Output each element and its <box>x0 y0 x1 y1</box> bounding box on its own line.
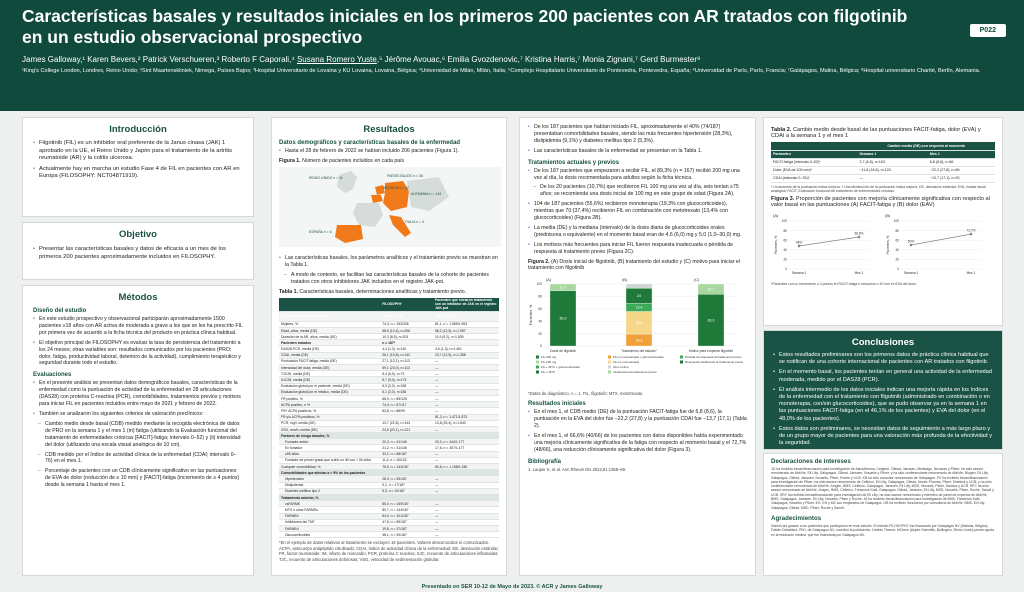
change-from-baseline-table <box>771 142 995 183</box>
table-cell: CDAI, media (DE) <box>279 352 380 358</box>
table-header-cell: Cambio medio (DE) con respecto al momento <box>857 142 995 150</box>
y-tick-label: 80 <box>538 294 542 299</box>
y-tick-label: 40 <box>538 318 542 323</box>
list-item: – Porcentaje de pacientes con un CDB clínicamente significativo en las puntuaciones de EVA de dolor (reducción de ≥ 10 mm) y [FACIT]-fatiga (incremento de ≥ 4 puntos) desde la semana 1 hasta el mes 1. <box>33 468 243 489</box>
treatments-heading: Tratamientos actuales y previos <box>528 159 620 166</box>
table-cell: — <box>433 482 499 488</box>
methods-design-heading: Diseño del estudio <box>33 308 87 314</box>
list-item: • Filgotinib (FIL) es un inhibidor oral preferente de la Janus cinasa (JAK) 1 aprobado en la UE, el Reino Unido y Japón para el tratamiento de la artritis reumatoide (AR) y la colitis ulcerosa. <box>33 140 243 163</box>
table-cell: 81,3, n = 1.471/1.873 <box>433 414 499 420</box>
list-item: • Las características basales de la enfermedad se presentan en la Tabla 1. <box>528 148 747 155</box>
map-label-be: BÉLGICA n = 42 <box>383 185 409 190</box>
table-cell: 28,3, n = 53/187 <box>380 476 433 482</box>
panel-label: (C) <box>694 277 700 282</box>
table-cell: DAS28-PCR, media (DE) <box>279 346 380 352</box>
list-item: • En el presente análisis se presentan datos demográficos basales, características de la enfermedad como la puntuación de actividad de la enfermedad en 28 articulaciones (DAS28) con proteína C-reactiva (PCR), comorbilidades, tratamientos previos y motivos para iniciar FIL en pacientes incluidos entre mayo de 2021 y febrero de 2022. <box>33 380 243 408</box>
list-item: • Presentar las características basales y datos de eficacia a un mes de los primeros 200 pacientes aproximadamente incluidos en FILOSOPHY. <box>33 246 243 261</box>
table-cell: — <box>433 513 499 519</box>
table2-footnote: * Un aumento de la puntuación indica mejoría. † Una disminución de la puntuación indica mejoría. DE, desviación estándar; EVA, escala visual analógica; FACIT, Evaluación funcional del tratamiento de enfermedades crónicas. <box>771 184 986 193</box>
intro-section <box>22 117 254 217</box>
list-item: – CDB medido por el Índice de actividad clínica de la enfermedad (CDAI; intervalo 0–76) en el mes 1. <box>33 452 243 466</box>
table-header-cell: Parámetro <box>771 150 857 158</box>
table-cell: 20,3, n = 444/1.177 <box>433 439 499 445</box>
legend-label: FIL + MTX <box>541 369 555 374</box>
figure3-label: Figura 3. <box>771 196 795 203</box>
table-cell: 4,4 (1,2), n=140 <box>380 346 433 352</box>
table-cell: — <box>433 377 499 383</box>
methods-design-list <box>33 316 243 367</box>
table-cell: −22,2 (27,8), n=66 <box>928 166 995 174</box>
demographics-heading: Datos demográficos y características basales de la enfermedad <box>279 140 461 146</box>
disclosures-heading: Declaraciones de intereses <box>771 458 851 465</box>
data-label: 13,4 <box>635 305 643 310</box>
bar-segment <box>626 284 652 288</box>
poster-id-badge: P022 <box>970 24 1006 37</box>
evaluations-list <box>33 380 243 489</box>
table1-label: Tabla 1. <box>279 288 298 295</box>
treatments-list <box>528 168 747 256</box>
figure3-footnote: *Pacientes con un incremento ≥ 4 puntos en FACIT-fatiga o reducción ≥ 10 mm en EVA del dolor. <box>771 282 917 287</box>
table-cell: 6,8 (8,6), n=66 <box>928 158 995 166</box>
table-header-cell <box>279 298 380 312</box>
legend-label: Intolerancia al tratamiento previo <box>613 369 657 374</box>
table-row <box>279 532 499 538</box>
results-continued-section <box>519 117 756 576</box>
legend-swatch <box>608 355 611 358</box>
figure3-caption-text: Proporción de pacientes con mejoría clínicamente significativa con respecto al valor basal en las puntuaciones (A) FACIT-fatiga y (B) dolor (EAV) <box>771 196 990 209</box>
table-cell: 4,6 (1,3), n=1.461 <box>433 346 499 352</box>
list-item: • El objetivo principal de FILOSOPHY es evaluar la tasa de persistencia del tratamiento a los 24 meses; otras variables son: resultados comunicados por los pacientes (PRO; dolor, fatiga, productividad laboral, deterioro de la actividad), cumplimiento terapéutico y seguridad durante todo el estudio. <box>33 340 243 368</box>
table-header-cell: Pacientes que iniciaron tratamiento con un inhibidor de JAK en el registro JAK-pot <box>433 298 499 312</box>
poster-footer: Presentado en SER 10-12 de Mayo de 2023. © ACR y James Galloway <box>421 584 603 590</box>
list-item: – De los 20 pacientes (10,7%) que recibieron FIL 100 mg una vez al día, seis tenían ≥75 años; se recomienda una dosis inicial de 100 mg en este grupo de edad (Figura 2A). <box>528 184 747 198</box>
data-label: 24 <box>637 293 641 298</box>
table-cell: −13,7 (17,1), n=93 <box>928 174 995 182</box>
figure2-caption-text: (A) Dosis inicial de filgotinib, (B) tratamiento del estudio y (C) motivo para iniciar el tratamiento con filgotinib <box>528 258 740 271</box>
table-cell: VSG, mm/h, media (DE) <box>279 426 380 432</box>
table-cell: Comorbilidades que afectan a > 5% de los pacientes <box>279 470 380 476</box>
list-item: • 104 de 187 pacientes (55,6%) recibieron monoterapia (19,3% con glucocorticoides), mientras que 70 (37,4%) recibieron FIL en combinación con metotrexato (13,4% con glucocorticoides) (Figura 2B). <box>528 201 747 222</box>
y-tick-label: 100 <box>536 281 542 286</box>
bibliography-text: 1. Lauper K, et al. Ann Rheum Dis 2022;81:1358–66. <box>528 466 627 472</box>
table-cell: FARMEd <box>279 525 380 531</box>
data-point <box>858 236 861 239</box>
y-tick-label: 80 <box>895 229 899 234</box>
legend-label: FIL en monoterapia <box>613 359 639 364</box>
x-category-label: Motivo para empezar filgotinib <box>689 348 733 353</box>
data-label: 16,7 <box>707 287 715 292</box>
table-cell: n = 187* <box>380 340 433 346</box>
table-cell: Diabetes mellitus tipo 2 <box>279 488 380 494</box>
x-tick-label: Mes 1 <box>854 271 864 276</box>
table-cell: FACIT-fatiga (intervalo 0–52)* <box>771 158 857 166</box>
baseline-list <box>279 255 499 286</box>
table-cell: Mujeres, % <box>279 321 380 327</box>
table-cell: 80,8, n = 1.158/1.336 <box>433 464 499 470</box>
panel-label: (A) <box>773 213 779 219</box>
list-item: • Hasta el 28 de febrero de 2022 se habían incluido 206 pacientes (Figura 1). <box>279 148 499 155</box>
table-cell: ≥65 años <box>279 451 380 457</box>
evaluations-heading: Evaluaciones <box>33 372 72 379</box>
y-tick-label: 100 <box>781 219 787 224</box>
list-item: • También se analizaron los siguientes criterios de valoración preclínicos: <box>33 411 243 418</box>
table1-caption-text: Características basales, determinaciones analíticas y tratamiento previo. <box>297 288 467 295</box>
table-cell: 13,7 (22,8), n=144 <box>380 420 433 426</box>
table-header-row <box>771 142 995 150</box>
y-axis-label: Pacientes, % <box>529 304 533 325</box>
map-label-uk: REINO UNIDO n = 11 <box>309 175 343 180</box>
figure2-caption <box>528 259 747 271</box>
legend-swatch <box>536 360 539 363</box>
legend-label: FIL en monoterapia + glucocorticoides <box>613 354 664 359</box>
y-axis-label: Pacientes, % <box>886 236 890 255</box>
y-tick-label: 20 <box>783 257 787 262</box>
table-cell: 48,1, n = 90/187 <box>380 532 433 538</box>
table-cell: 9,1, n = 17/187 <box>380 482 433 488</box>
table-header-cell: FILOSOPHY <box>380 298 433 312</box>
x-tick-label: Semana 1 <box>903 271 919 276</box>
table-cell: Intensidad del dolor, media (DE) <box>279 365 380 371</box>
figure1-caption-text: Número de pacientes incluidos en cada país <box>300 157 405 164</box>
table-cell: — <box>433 408 499 414</box>
legend-label: FIL + MTX + glucocorticoides <box>541 364 580 369</box>
table2-figure3-section <box>763 117 1003 326</box>
table-cell: 3,7 (6,8), n=103 <box>857 158 927 166</box>
initial-results-heading: Resultados iniciales <box>528 401 586 408</box>
map-label-nl: PAÍSES BAJOS n = 38 <box>387 173 423 178</box>
table-cell: Inhibidores del TNF <box>279 519 380 525</box>
table-cell: — <box>433 507 499 513</box>
disclosures-text: JG ha recibido becas/financiación para investigación de AstraZeneca, Celgene, Gilead, Janssen, Medicago, Novavax y Pfizer; ha sido asesor remunerado de AbbVie, Eli Lilly, Galapagos, Gilead, Janssen, Novartis y Pfizer; y ha sido conferenciante remunerado de AbbVie, Biogen, Eli Lilly, Galapagos, Gilead, Janssen, Novartis, Pfizer, Roche y UCB. KB ha sido consultor remunerado de Galapagos. PV ha recibido becas/financiación para investigación de Pfizer; ha sido asesor remunerado de Celltrion, Eli Lilly, Galapagos, Gilead, Nordic Pharma, Pfizer, Sidekick y UCB; y ha sido conferenciante remunerado de AbbVie, Amgen, BMS, Celltrion, Galapagos, Janssen, Eli Lilly, MSD, Novartis, Pfizer, Sandoz y UCB. RFC ha sido asesor remunerado de AbbVie, Amgen, BMS, Celltrion, Fresenius Kabi, Galapagos, Gilead, Janssen, Eli Lilly, MSD, Novartis, Pfizer, Roche, Sanofi y UCB. SRY ha recibido becas/financiación para investigación de Eli Lilly; ha sido asesor remunerado y miembro de panel de expertos de AbbVie, BMS, Galapagos, Janssen, Eli Lilly, Novartis, Pfizer y Roche. JA ha recibido becas/financiación para investigación de BMS, Fresenius Kabi, Galapagos, Novartis y Pfizer. EG, KH y MZ son empleados de Galapagos. GB ha recibido honorarios por consultoría de AbbVie, BMS, Eli Lilly, Galapagos, Gilead, MSD, Pfizer, Roche y Sanofi. <box>771 467 994 510</box>
table-cell: Todos los pacientes incluidos <box>279 311 380 321</box>
legend-label: Otro motivo <box>613 364 629 369</box>
y-tick-label: 0 <box>785 267 787 272</box>
table-cell: 23,7 (12,5), n=1.358 <box>433 352 499 358</box>
table-header-cell: Mes 1 <box>928 150 995 158</box>
table-cell: 58,5 (12,6), n=206 <box>380 327 433 333</box>
acknowledgements-text: Damos las gracias a los pacientes que participaron en este estudio. El estudio FILOSOPHY fue financiado por Galapagos NV (Malinas, Bélgica). Fabien Debailleul, PhD, de Galapagos NV, coordinó la publicación. Debbie Timmer, MChem (Aspire Scientific, Bollington, Reino Unido) prestó ayuda en la redacción médica, que fue financiada por Galapagos NV. <box>771 523 995 537</box>
table-cell: 83,8, n = 88/99 <box>380 408 433 414</box>
list-item: – A modo de contexto, se facilitan las características basales de la cohorte de pacientes tratados con otros inhibidores JAK incluidos en el registro JAK-pot. <box>279 272 499 286</box>
table-cell: Fumador de primer grado que sufrió un IM con < 50 años <box>279 457 380 463</box>
legend-label: Respuesta insuficiente al tratamiento previo <box>685 359 744 364</box>
table-cell: 17,6, n = 307/1.177 <box>433 445 499 451</box>
table-cell: 26,1 (10,8), n=142 <box>380 352 433 358</box>
legend-swatch <box>536 355 539 358</box>
table-cell: 6,1 (2,0), n=156 <box>380 389 433 395</box>
objective-title: Objetivo <box>118 229 157 240</box>
data-point <box>970 233 973 236</box>
table-cell: Evaluación global por el paciente, media (DE) <box>279 383 380 389</box>
list-item: • El análisis intermedio de los datos iniciales indican una mejoría rápida en los índices de la enfermedad con el tratamiento con filgotinib (administrado en combinación o en monoterapia, con/sin glucocorticoides), que se pudo observar ya en la semana 1 en las puntuaciones FACIT-fatiga (en el 46,1% de los pacientes) y EVA del dolor (en el 48,0% de los pacientes). <box>773 387 993 423</box>
poster-header <box>0 0 1024 111</box>
table-cell: — <box>433 501 499 507</box>
x-category-label: Dosis de filgotinib <box>550 348 576 353</box>
table-cell: Edad, años, media (DE) <box>279 327 380 333</box>
table-cell: 8,4 (6,9), n=72 <box>380 371 433 377</box>
results-section <box>271 117 507 576</box>
table-cell: CDAI (intervalo 0–76)† <box>771 174 857 182</box>
y-tick-label: 20 <box>895 257 899 262</box>
legend-swatch <box>680 360 683 363</box>
table-cell: 5,7 (5,0), n=173 <box>380 377 433 383</box>
table-cell: 74,4, n = 87/117 <box>380 402 433 408</box>
table-cell: MTX o otros FARMEs <box>279 507 380 513</box>
disclosures-section <box>763 453 1003 576</box>
figure2-label: Figura 2. <box>528 258 550 265</box>
y-tick-label: 60 <box>783 238 787 243</box>
y-tick-label: 60 <box>538 306 542 311</box>
data-label: 83,3 <box>707 318 715 323</box>
table-cell: TJC28, media (DE) <box>279 371 380 377</box>
figure2-note: *Datos de diagnóstico, n = 1. FIL, filgotinib; MTX, metotrexato. <box>528 390 644 396</box>
table-cell: Duración de la AR, años, media (DE) <box>279 334 380 340</box>
conclusions-section <box>763 330 1003 450</box>
table-cell: −11,8 (18,6), n=103 <box>857 166 927 174</box>
table-cell: 20,3, n = 41/146 <box>380 439 433 445</box>
map-label-es: ESPAÑA n = 6 <box>309 229 332 234</box>
author-list <box>22 54 1002 65</box>
x-tick-label: Mes 1 <box>966 271 976 276</box>
y-tick-label: 100 <box>893 219 899 224</box>
table-header-row <box>771 150 995 158</box>
table-cell: 74,3, n = 153/206 <box>380 321 433 327</box>
series-line <box>799 237 859 246</box>
table-cell: Glucocorticoides <box>279 532 380 538</box>
figure1-label: Figura 1. <box>279 157 301 164</box>
list-item: • Actualmente hay en marcha un estudio Fase 4 de FIL en pacientes con AR en Europa (FILOSOPHY; NCT04871919). <box>33 166 243 181</box>
data-label: 50% <box>907 239 915 244</box>
affiliations: ¹King's College London, Londres, Reino Unido; ²Sint Maartenskliniek, Nimega, Países Bajos; ³Hospital Universitario de Lovaina y KU Lovaina, Lovaina, Bélgica; ⁴Universidad de Milán, Milán, Italia; ⁵Complejo Hospitalario Universitario de Pontevedra, Pontevedra, España; ⁶Universidad de París, París, Francia; ⁷Galápagos, Malina, Bélgica; ⁸Hospital universitario Charité, Berlín, Alemania. <box>22 68 981 74</box>
table-cell: — <box>433 457 499 463</box>
table-cell: — <box>433 402 499 408</box>
x-tick-label: Semana 1 <box>791 271 807 276</box>
table-cell: — <box>433 395 499 401</box>
map-label-it: ITALIA n = 4 <box>405 219 425 224</box>
table-cell: — <box>433 519 499 525</box>
table-cell: — <box>433 358 499 364</box>
conclusions-title: Conclusiones <box>851 337 915 348</box>
table-cell: 11,4, n = 15/132 <box>380 457 433 463</box>
table-cell: Total N = 206 <box>380 311 433 321</box>
y-tick-label: 0 <box>897 267 899 272</box>
data-point <box>910 244 913 247</box>
poster-title: Características basales y resultados iniciales en los primeros 200 pacientes con AR tratados con filgotinib en un estudio observacional prospectivo <box>22 6 908 47</box>
list-item: • En el momento basal, los pacientes tenían en general una actividad de la enfermedad moderada, medido por el DAS28 (PCR). <box>773 369 993 383</box>
y-axis-label: Pacientes, % <box>774 236 778 255</box>
table-cell: 19,8, n = 37/187 <box>380 525 433 531</box>
table-cell: 76,5, n = 143/187 <box>380 464 433 470</box>
table-cell: — <box>433 451 499 457</box>
legend-swatch <box>680 355 683 358</box>
y-tick-label: 0 <box>540 343 542 348</box>
table-cell: Cualquier comorbilidad, % <box>279 464 380 470</box>
table-cell: Tratamiento anterior, % <box>279 494 380 500</box>
table-cell: 13,8 (25,4), n=1.840 <box>433 420 499 426</box>
table-cell: csFARME <box>279 501 380 507</box>
legend-label: FIL 200 mg <box>541 354 557 359</box>
table-cell: 27,1 (12,1), n=113 <box>380 358 433 364</box>
data-label: 66,6% <box>854 231 864 236</box>
conclusions-list <box>764 348 1002 447</box>
table-cell: Ex fumador <box>279 445 380 451</box>
table-header-row <box>279 298 499 312</box>
table2-caption <box>771 127 995 139</box>
data-label: 10,7 <box>559 285 567 290</box>
table-cell: 47,6, n = 89/187 <box>380 519 433 525</box>
list-item: • Estos datos son preliminares, se necesitan datos de seguimiento a más largo plazo y de un grupo mayor de pacientes para una valoración más profunda de la efectividad y la seguridad. <box>773 426 993 448</box>
table-cell: 33,2, n = 68/187 <box>380 451 433 457</box>
legend-swatch <box>608 365 611 368</box>
table-cell: — <box>433 371 499 377</box>
table1-caption <box>279 289 499 295</box>
table-cell: Evaluación global por el médico, media (DE) <box>279 389 380 395</box>
table-cell: — <box>433 365 499 371</box>
table2-label: Tabla 2. <box>771 127 792 133</box>
acknowledgements-heading: Agradecimientos <box>771 514 822 522</box>
table-cell: 24,5 (20,1), n=121 <box>380 426 433 432</box>
data-label: 36,4 <box>635 320 643 325</box>
list-item: • En este estudio prospectivo y observacional participarán aproximadamente 1500 pacientes ≥18 años con AR activa de moderada a grave a los que se les ha prescrito FIL por primera vez de acuerdo a la ficha técnica del producto en práctica clínica habitual. <box>33 316 243 337</box>
table-cell: 81,1, n = 1.585/1.953 <box>433 321 499 327</box>
table-cell: 80,7, n = 144/187 <box>380 507 433 513</box>
table-cell: 10,3 (8,5), n=203 <box>380 334 433 340</box>
objective-section <box>22 222 254 280</box>
intro-title: Introducción <box>109 124 167 135</box>
table-cell: — <box>433 476 499 482</box>
authors-after: ,⁵ Jérôme Avouac,⁶ Emilia Gvozdenovic,⁷ Kristina Harris,⁷ Monia Zignani,⁷ Gerd Burmester⁸ <box>376 55 701 64</box>
table1-footnote: *En el ejemplo de datos relativos al tratamiento se excluyen 19 pacientes. Valores desconocidos ni comunicados. ACPA, anticuerpo antipéptido citrulinado; CDAI, Índice de actividad clínica de la enfermedad; DE, desviación estándar; FR, factor reumatoide; IM, infarto de miocardio; PCR, proteína C reactiva; SJC, recuento de articulaciones inflamadas; TJC, recuento de articulaciones dolorosas; VSG, velocidad de sedimentación globular. <box>279 540 499 562</box>
table-cell: — <box>433 426 499 432</box>
legend-swatch <box>608 360 611 363</box>
y-tick-label: 40 <box>783 248 787 253</box>
legend-swatch <box>608 370 611 373</box>
table-cell: ACPA positivo, n % <box>279 402 380 408</box>
objective-list <box>23 240 253 261</box>
table-cell: SJC28, media (DE) <box>279 377 380 383</box>
initial-results-list <box>528 409 747 453</box>
list-item: • Estos resultados preliminares son los primeros datos de práctica clínica habitual que se notifican de una cohorte internacional de pacientes con AR tratados con filgotinib. <box>773 352 993 366</box>
data-point <box>798 245 801 248</box>
y-tick-label: 40 <box>895 248 899 253</box>
table-cell: 11,9 (9,2), n=1.839 <box>433 334 499 340</box>
legend-label: FIL 100 mg <box>541 359 557 364</box>
baseline-table <box>279 298 499 539</box>
intro-list <box>23 135 253 181</box>
legend-swatch <box>536 365 539 368</box>
table-cell: — <box>433 525 499 531</box>
table-row <box>771 174 995 182</box>
methods-title: Métodos <box>118 292 158 303</box>
table-header-cell: Semana 1 <box>857 150 927 158</box>
table-cell: 58,2 (12,5), n=1.957 <box>433 327 499 333</box>
data-label: 72,7% <box>966 228 976 233</box>
list-item: • De los 187 pacientes que habían iniciado FIL, aproximadamente el 40% (74/187) presentaban comorbilidades basales, siendo las más frecuentes hipertensión (28,3%), dislipidemia (9,1%) y diabetes mellitus tipo 2 (5,3%). <box>528 124 747 145</box>
legend-swatch <box>536 370 539 373</box>
authors-before: James Galloway,¹ Karen Bevers,² Patrick Verschueren,³ Roberto F Caporali,⁴ <box>22 55 297 64</box>
table-cell: 21,2, n = 31/146 <box>380 445 433 451</box>
table-cell: Total N = 1.957 <box>433 311 499 321</box>
figure3-chart <box>771 211 997 277</box>
table-cell: Dolor (EVA de 100 mm)* <box>771 166 857 174</box>
y-tick-label: 80 <box>783 229 787 234</box>
panel-label: (B) <box>622 277 628 282</box>
list-item: • Los motivos más frecuentes para iniciar FIL fueron respuesta inadecuada o pérdida de respuesta al tratamiento previo (Figura 2C). <box>528 242 747 256</box>
table-cell: Pacientes tratados <box>279 340 380 346</box>
list-item: • De los 187 pacientes que empezaron a recibir FIL, el 89,3% (n = 167) recibió 200 mg una vez al día, la dosis recomendada para adultos según la ficha técnica. <box>528 168 747 182</box>
data-label: 19,3 <box>635 337 643 342</box>
table-cell: Factores de riesgo basales, % <box>279 433 380 439</box>
table-cell: FR+ ACPA positivos, % <box>279 408 380 414</box>
list-item: • Las características basales, los parámetros analíticos y el tratamiento previo se muestran en la Tabla 1. <box>279 255 499 269</box>
list-item: – Cambio medio desde basal (CDB) medido mediante la recogida electrónica de datos de PRO en la semana 1 y el mes 1 (m) fatiga (utilizando la Evaluación funcional del tratamiento de enfermedades crónicas [FACIT]-fatiga; intervalo 0–52) y (ii) intensidad del dolor (utilizando una escala visual analógica de 10 cm). <box>33 421 243 449</box>
list-item: • En el mes 1, el CDB medio (DE) de la puntuación FACIT-fatiga fue de 6,8 (8,6), la puntuación en la EVA del dolor fue −22,2 (27,8) y la puntuación CDAI fue −13,7 (17,1) (Tabla 2). <box>528 409 747 430</box>
table-row <box>771 166 995 174</box>
table-cell: 54,0, n = 101/187 <box>380 513 433 519</box>
table-cell: FARMEb <box>279 513 380 519</box>
series-line <box>911 234 971 245</box>
table-cell: FR y/o ACPA positivos, % <box>279 414 380 420</box>
panel-label: (B) <box>885 213 891 219</box>
table-cell: — <box>857 174 927 182</box>
table-cell: — <box>433 389 499 395</box>
figure3-caption <box>771 196 995 208</box>
table-row <box>279 311 499 321</box>
table-cell: 68,0, n = 85/125 <box>380 395 433 401</box>
table-cell: FR positivo, % <box>279 395 380 401</box>
data-label: 89,3 <box>559 316 567 321</box>
table-cell: — <box>433 383 499 389</box>
table-header-cell <box>771 142 857 150</box>
panel-label: (A) <box>546 277 552 282</box>
table-cell: PCR, mg/l, media (DE) <box>279 420 380 426</box>
table-cell: 5,3, n = 10/187 <box>380 488 433 494</box>
x-category-label: Tratamiento del estudio* <box>621 348 657 353</box>
table-cell: 6,3 (2,0), n=158 <box>380 383 433 389</box>
table-cell: Fumador activo <box>279 439 380 445</box>
y-tick-label: 60 <box>895 238 899 243</box>
bibliography-heading: Bibliografía <box>528 458 562 465</box>
legend-label: Pérdida de respuesta al tratamiento previo <box>685 354 742 359</box>
results-title: Resultados <box>363 124 415 135</box>
list-item: • En el mes 1, el 66,6% (40/66) de los pacientes con datos disponibles había experimentado una mejoría clínicamente significativa de la fatiga con respecto al momento basal y el 72,7% (48/66), una reducción clínicamente significativa del dolor (Figura 3). <box>528 433 747 454</box>
europe-map <box>279 167 501 247</box>
presenting-author: Susana Romero Yuste <box>296 55 377 64</box>
table-cell: Hipertensión <box>279 476 380 482</box>
table-row <box>771 158 995 166</box>
list-item: • La media (DE) y la mediana (intervalo) de la dosis diaria de glucocorticoides orales (prednisona o equivalente) en el momento basal eran de 4,6 (6,0) mg y 5,0 (1,0–30,0) mg. <box>528 225 747 239</box>
demographics-list <box>279 148 499 155</box>
y-tick-label: 20 <box>538 331 542 336</box>
map-label-de: ALEMANIA n = 144 <box>411 191 442 196</box>
data-label: 48% <box>795 240 803 245</box>
table-cell: 85,0, n = 159/187 <box>380 501 433 507</box>
table-cell: — <box>433 532 499 538</box>
comorbidity-list <box>528 124 747 155</box>
table-cell: — <box>433 488 499 494</box>
table-cell: 59,1 (23,0), n=113 <box>380 365 433 371</box>
table2-caption-text: Cambio medio desde basal de las puntuaciones FACIT-fatiga, dolor (EVA) y CDAI a la semana 1 y el mes 1 <box>771 127 981 139</box>
methods-section <box>22 285 254 576</box>
table-cell: Dislipidemia <box>279 482 380 488</box>
figure2-chart <box>528 274 749 386</box>
figure1-caption <box>279 158 499 164</box>
table-cell: Puntuación FACIT-fatiga, media (DE) <box>279 358 380 364</box>
